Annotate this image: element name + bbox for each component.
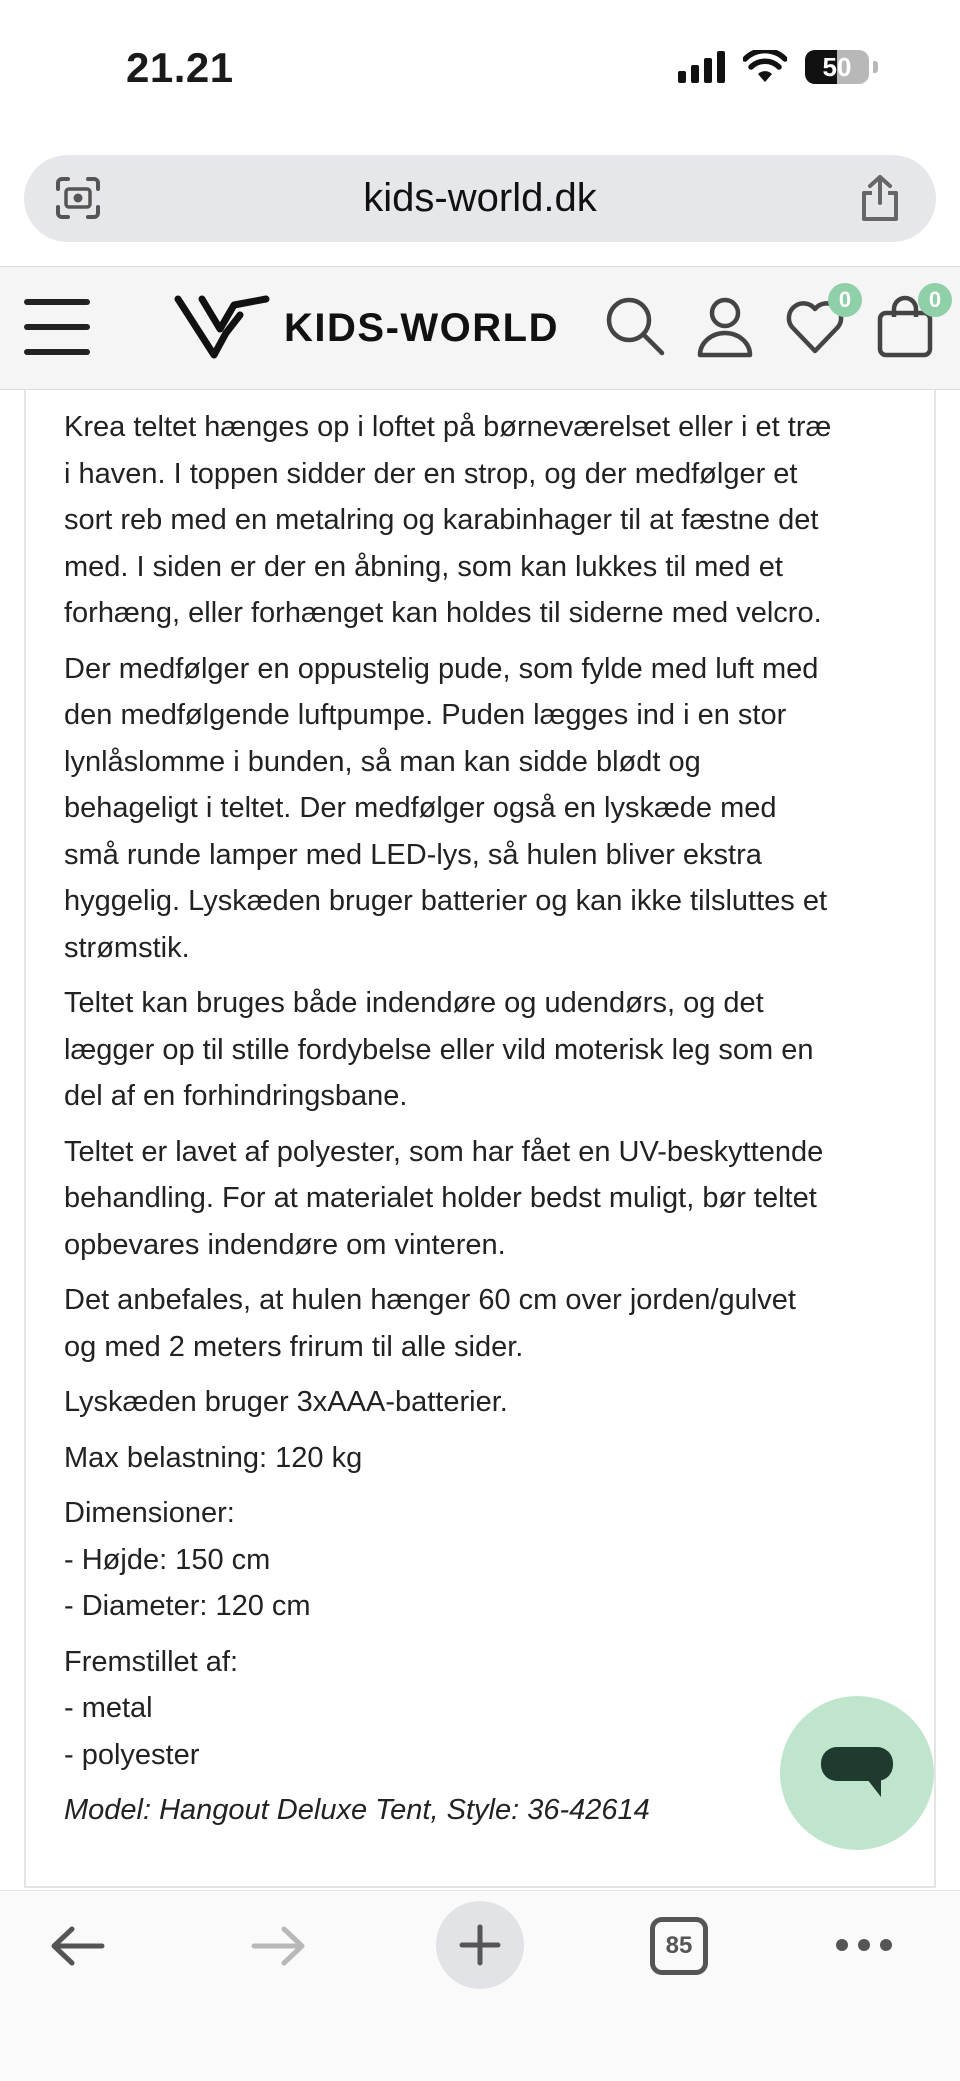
description-paragraph (64, 1277, 896, 1370)
header-icons (602, 287, 942, 359)
share-icon[interactable] (858, 173, 902, 223)
description-line: Der medfølger en oppustelig pude, som fylde med luft med (64, 652, 819, 685)
site-logo[interactable] (174, 293, 559, 363)
description-paragraph (64, 1639, 896, 1779)
description-line: lynlåslomme i bunden, så man kan sidde blødt og (64, 745, 701, 778)
logo-text: KIDS-WORLD (284, 305, 559, 350)
chat-button[interactable] (780, 1696, 934, 1850)
description-line: den medfølgende luftpumpe. Puden lægges ind i en stor (64, 699, 787, 731)
camera-scan-icon[interactable] (54, 175, 102, 221)
product-description (24, 390, 936, 1888)
chat-bubble-icon (819, 1745, 895, 1801)
description-paragraph (64, 1490, 896, 1630)
url-text: kids-world.dk (363, 176, 597, 220)
description-line: Teltet er lavet af polyester, som har fået en UV-beskyttende (64, 1135, 824, 1168)
more-dots-icon[interactable] (836, 1939, 892, 1951)
description-line: Fremstillet af: (64, 1645, 239, 1678)
description-paragraph (64, 646, 896, 972)
arrow-right-icon[interactable] (248, 1921, 308, 1971)
description-line: behageligt i teltet. Der medfølger også en lyskæde med (64, 792, 777, 824)
status-bar (0, 0, 960, 140)
wifi-icon (743, 50, 787, 84)
description-line: - Diameter: 120 cm (64, 1590, 311, 1622)
status-icons (678, 50, 878, 84)
description-line: Lyskæden bruger 3xAAA-batterier. (64, 1386, 508, 1418)
battery-icon (805, 50, 869, 84)
hamburger-menu-icon[interactable] (24, 299, 90, 355)
description-line: - metal (64, 1692, 153, 1724)
description-paragraph (64, 1129, 896, 1269)
description-line: del af en forhindringsbane. (64, 1080, 408, 1112)
tab-count: 85 (665, 1932, 693, 1959)
search-icon[interactable] (602, 293, 668, 359)
tabs-button[interactable] (650, 1917, 708, 1975)
status-time: 21.21 (126, 44, 234, 91)
description-line: små runde lamper med LED-lys, så hulen bliver ekstra (64, 838, 762, 871)
description-line: - polyester (64, 1738, 200, 1771)
wishlist-button[interactable] (782, 287, 852, 359)
description-paragraph (64, 980, 896, 1120)
description-line: lægger op til stille fordybelse eller vild moterisk leg som en (64, 1033, 814, 1066)
description-paragraph (64, 404, 896, 637)
description-line: sort reb med en metalring og karabinhager til at fæstne det (64, 504, 819, 536)
description-paragraph (64, 1379, 896, 1426)
plus-icon (458, 1923, 502, 1967)
description-line: - Højde: 150 cm (64, 1543, 271, 1576)
description-line: Teltet kan bruges både indendøre og udendørs, og det (64, 987, 764, 1019)
wishlist-count-badge: 0 (828, 283, 862, 317)
cart-button[interactable] (872, 287, 942, 359)
description-paragraphs (64, 404, 896, 1778)
battery-level: 50 (822, 51, 852, 82)
user-icon[interactable] (692, 293, 758, 359)
description-line: og med 2 meters frirum til alle sider. (64, 1330, 524, 1363)
description-line: forhæng, eller forhænget kan holdes til siderne med velcro. (64, 597, 822, 629)
description-line: hyggelig. Lyskæden bruger batterier og kan ikke tilsluttes et (64, 885, 828, 917)
description-paragraph (64, 1435, 896, 1482)
description-line: opbevares indendøre om vinteren. (64, 1228, 506, 1261)
description-line: Max belastning: 120 kg (64, 1441, 363, 1474)
description-line: i haven. I toppen sidder der en strop, og der medfølger et (64, 457, 798, 490)
description-line: Det anbefales, at hulen hænger 60 cm over jorden/gulvet (64, 1284, 796, 1316)
model-style-line: Model: Hangout Deluxe Tent, Style: 36-42614 (64, 1794, 650, 1826)
description-line: Dimensioner: (64, 1497, 235, 1529)
site-header (0, 266, 960, 390)
address-bar[interactable] (24, 155, 936, 242)
browser-toolbar (0, 1890, 960, 2081)
description-line: strømstik. (64, 931, 190, 964)
arrow-left-icon[interactable] (48, 1921, 108, 1971)
battery-cap (873, 61, 878, 73)
description-line: behandling. For at materialet holder bedst muligt, bør teltet (64, 1182, 817, 1214)
description-line: med. I siden er der en åbning, som kan lukkes til med et (64, 550, 783, 583)
kids-world-logo-icon (174, 293, 270, 363)
new-tab-button[interactable] (436, 1901, 524, 1989)
description-line: Krea teltet hænges op i loftet på børneværelset eller i et træ (64, 411, 832, 443)
cart-count-badge: 0 (918, 283, 952, 317)
cellular-signal-icon (678, 51, 725, 83)
